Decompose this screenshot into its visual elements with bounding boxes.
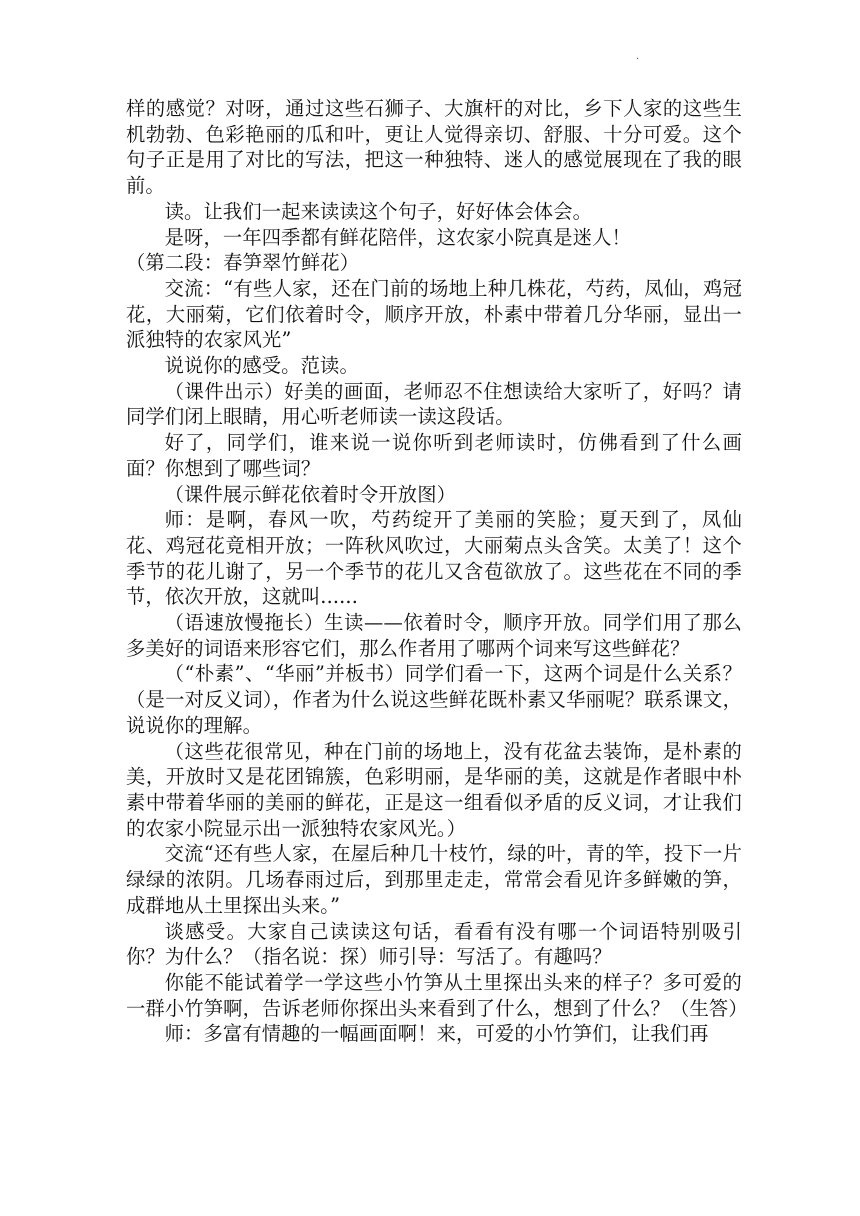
paragraph-word-attraction: 谈感受。大家自己读读这句话，看看有没有哪一个词语特别吸引你？为什么？（指名说：探）师引导：写活了。有趣吗？ — [126, 919, 742, 969]
paragraph-bamboo-quote: 交流“还有些人家，在屋后种几十枝竹，绿的叶，青的竿，投下一片绿绿的浓阴。几场春雨过后，到那里走走，常常会看见许多鲜嫩的笋，成群地从土里探出头来。” — [126, 842, 742, 917]
paragraph-read-sentence: 读。让我们一起来读读这个句子，好好体会体会。 — [164, 199, 593, 223]
paragraph-what-you-saw: 好了，同学们，谁来说一说你听到老师读时，仿佛看到了什么画面？你想到了哪些词？ — [126, 431, 742, 480]
paragraph-courseware-image: （课件展示鲜花依着时令开放图） — [164, 482, 457, 506]
paragraph-bamboo-shoots: 你能不能试着学一学这些小竹笋从土里探出头来的样子？多可爱的一群小竹笋啊，告诉老师你探出头来看到了什么，想到了什么？（生答） — [126, 970, 748, 1020]
document-body — [126, 96, 748, 1047]
paragraph-slow-reading: （语速放慢拖长）生读——依着时令，顺序开放。同学们用了那么多美好的词语来形容它们，那么作者用了哪两个词来写这些鲜花？ — [126, 611, 742, 660]
paragraph-contrast-explanation: 样的感觉？对呀，通过这些石狮子、大旗杆的对比，乡下人家的这些生机勃勃、色彩艳丽的瓜和叶，更让人觉得亲切、舒服、十分可爱。这个句子正是用了对比的写法，把这一种独特、迷人的感觉展现在了我的眼前。 — [126, 97, 742, 198]
paragraph-flowers-quote: 交流：“有些人家，还在门前的场地上种几株花，芍药，凤仙，鸡冠花，大丽菊，它们依着时令，顺序开放，朴素中带着几分华丽，显出一派独特的农家风光” — [126, 276, 742, 352]
paragraph-feelings: 说说你的感受。范读。 — [164, 354, 359, 378]
paragraph-plain-and-gorgeous: （这些花很常见，种在门前的场地上，没有花盆去装饰，是朴素的美，开放时又是花团锦簇，色彩明丽，是华丽的美，这就是作者眼中朴素中带着华丽的美丽的鲜花，正是这一组看似矛盾的反义词，才让我们的农家小院显示出一派独特农家风光。） — [126, 739, 742, 840]
paragraph-teacher-seasons: 师：是啊，春风一吹，芍药绽开了美丽的笑脸；夏天到了，凤仙花、鸡冠花竟相开放；一阵秋风吹过，大丽菊点头含笑。太美了！这个季节的花儿谢了，另一个季节的花儿又含苞欲放了。这些花在不同的季节，依次开放，这就叫...... — [126, 508, 742, 609]
paragraph-antonyms: （“朴素”、“华丽”并板书）同学们看一下，这两个词是什么关系？（是一对反义词），作者为什么说这些鲜花既朴素又华丽呢？联系课文，说说你的理解。 — [126, 662, 742, 737]
paragraph-four-seasons: 是呀，一年四季都有鲜花陪伴，这农家小院真是迷人！ — [164, 225, 631, 249]
paragraph-teacher-closing: 师：多富有情趣的一幅画面啊！来，可爱的小竹笋们，让我们再 — [164, 1022, 709, 1046]
paragraph-courseware-reading: （课件出示）好美的画面，老师忍不住想读给大家听了，好吗？请同学们闭上眼睛，用心听老师读一读这段话。 — [126, 379, 742, 429]
header-dot-mark: . — [636, 51, 640, 62]
section-heading-second-part: （第二段：春笋翠竹鲜花） — [126, 251, 360, 275]
